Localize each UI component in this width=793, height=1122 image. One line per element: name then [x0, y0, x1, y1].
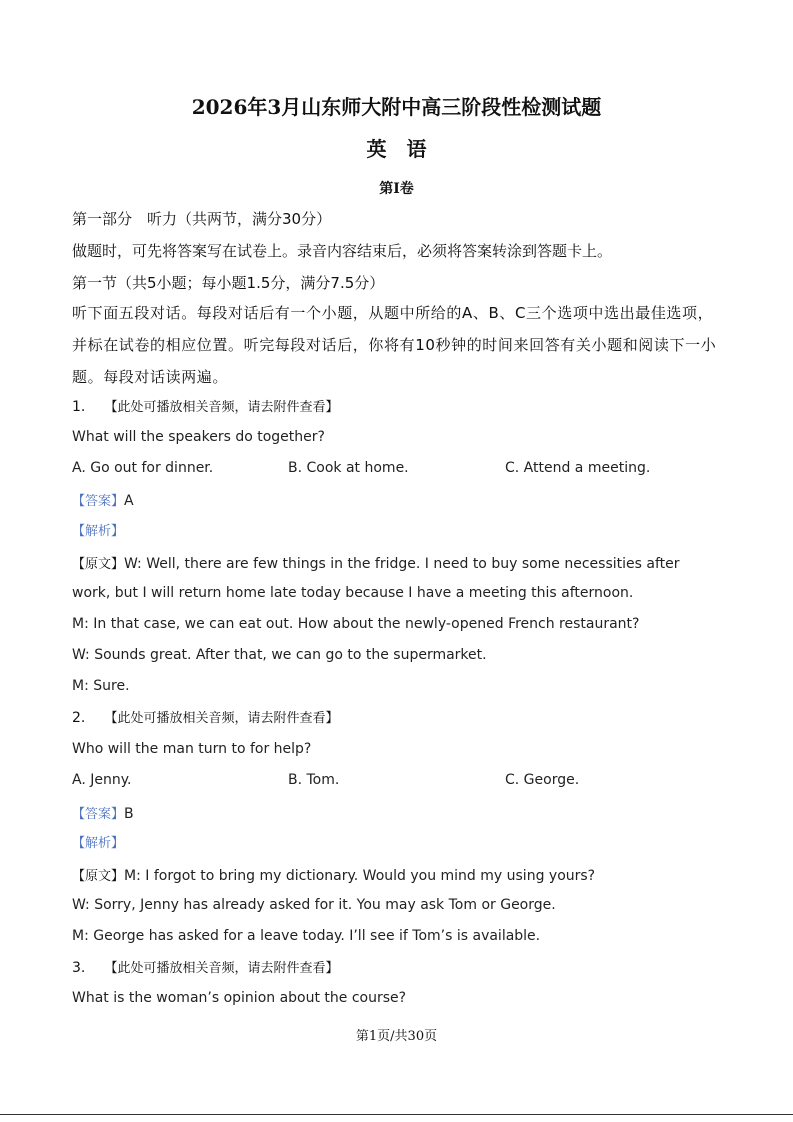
option-c: C. Attend a meeting. [505, 460, 651, 476]
question-3-header [72, 957, 338, 976]
transcript-line [72, 553, 680, 572]
question-number: 2. [72, 710, 86, 726]
answer-line [72, 490, 134, 509]
transcript-line: M: George has asked for a leave today. I’ll see if Tom’s is available. [72, 928, 541, 944]
option-c: C. George. [505, 772, 580, 788]
page-bottom-rule [0, 1114, 793, 1115]
transcript-line: W: Sorry, Jenny has already asked for it. You may ask Tom or George. [72, 897, 556, 913]
answer-line [72, 803, 134, 822]
question-stem: What is the woman’s opinion about the course? [72, 990, 407, 1006]
option-a: A. Go out for dinner. [72, 460, 214, 476]
transcript-tag: 【原文】 [72, 557, 125, 572]
options-row [72, 460, 722, 480]
transcript-line: W: Sounds great. After that, we can go to the supermarket. [72, 647, 487, 663]
section-heading: 第一节（共5小题；每小题1.5分，满分7.5分） [72, 274, 385, 292]
instruction-paragraph: 听下面五段对话。每段对话后有一个小题，从题中所给的A、B、C三个选项中选出最佳选项，并标在试卷的相应位置。听完每段对话后，你将有10秒钟的时间来回答有关小题和阅读下一小题。每段对话读两遍。 [72, 304, 717, 386]
transcript-tag: 【原文】 [72, 869, 125, 884]
options-row [72, 772, 722, 792]
question-number: 3. [72, 960, 86, 976]
part-heading: 第一部分 听力（共两节，满分30分） [72, 210, 332, 228]
answer-value: B [124, 806, 134, 822]
option-b: B. Tom. [288, 772, 340, 788]
option-a: A. Jenny. [72, 772, 132, 788]
answer-value: A [124, 493, 134, 509]
audio-note: 【此处可播放相关音频，请去附件查看】 [104, 711, 339, 726]
page-title: 2026年3月山东师大附中高三阶段性检测试题 [191, 95, 602, 119]
question-stem: Who will the man turn to for help? [72, 741, 312, 757]
transcript-line: M: In that case, we can eat out. How about the newly-opened French restaurant? [72, 616, 640, 632]
question-number: 1. [72, 399, 86, 415]
answer-tag: 【答案】 [72, 807, 125, 822]
analysis-tag: 【解析】 [72, 524, 125, 539]
transcript-line [72, 865, 595, 884]
instruction-text: 做题时，可先将答案写在试卷上。录音内容结束后，必须将答案转涂到答题卡上。 [72, 242, 613, 260]
question-2-header [72, 707, 338, 726]
transcript-line: M: Sure. [72, 678, 130, 694]
transcript-text: M: I forgot to bring my dictionary. Would you mind my using yours? [124, 868, 596, 884]
volume-heading: 第I卷 [379, 181, 414, 197]
page-footer: 第1页/共30页 [355, 1029, 438, 1044]
answer-tag: 【答案】 [72, 494, 125, 509]
audio-note: 【此处可播放相关音频，请去附件查看】 [104, 400, 339, 415]
transcript-line: work, but I will return home late today because I have a meeting this afternoon. [72, 585, 634, 601]
option-b: B. Cook at home. [288, 460, 409, 476]
transcript-text: W: Well, there are few things in the fridge. I need to buy some necessities after [124, 556, 680, 572]
subject-heading: 英语 [366, 137, 447, 161]
analysis-tag: 【解析】 [72, 836, 125, 851]
question-stem: What will the speakers do together? [72, 429, 325, 445]
question-1-header [72, 396, 338, 415]
audio-note: 【此处可播放相关音频，请去附件查看】 [104, 961, 339, 976]
